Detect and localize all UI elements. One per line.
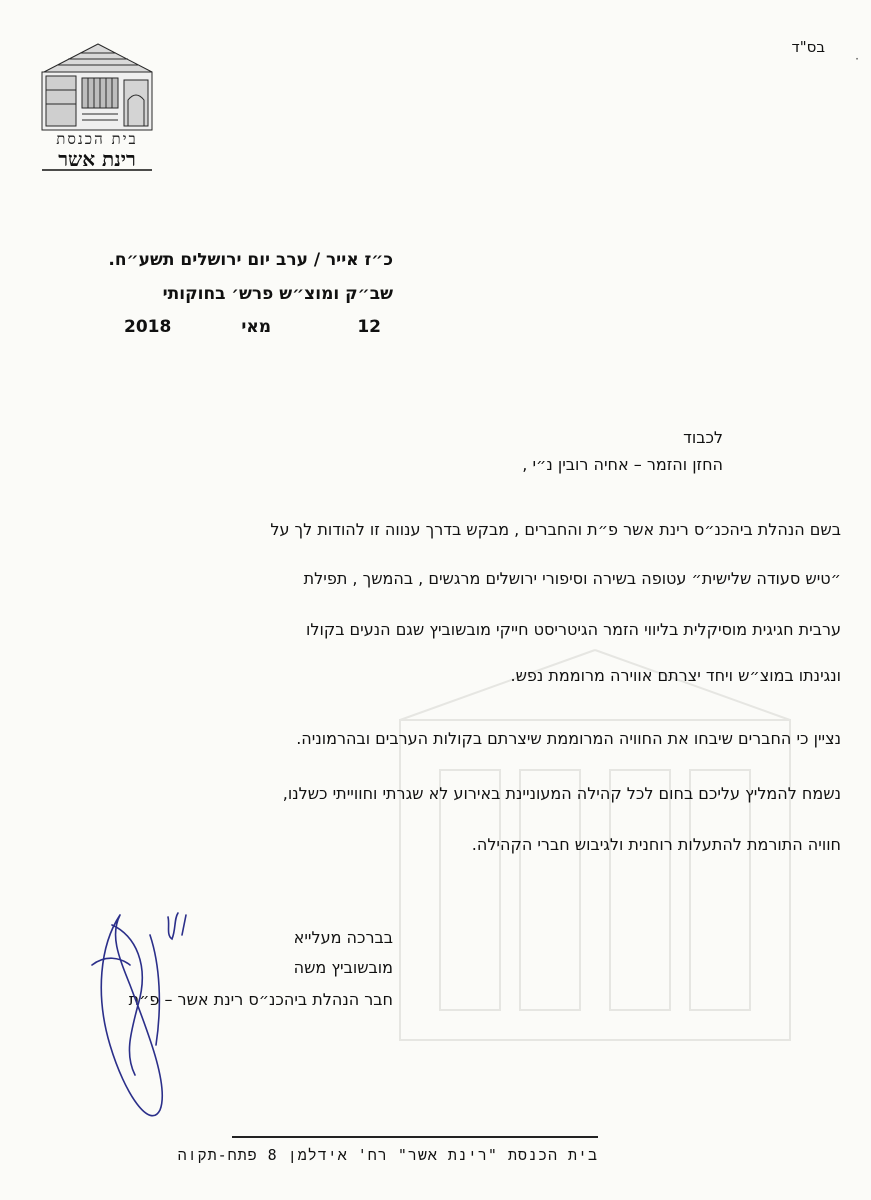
logo-line1: בית הכנסת bbox=[56, 130, 138, 148]
addressee-to: לכבוד bbox=[683, 428, 723, 447]
date-day: 12 bbox=[357, 317, 381, 337]
body-line-6: נשמח להמליץ עליכם בחום לכל קהילה המעוניינת באירוע לא שגרתי וחווייתי כשלנו, bbox=[282, 784, 841, 803]
closing-name: מובשוביץ משה bbox=[293, 958, 393, 977]
logo-line2: רינת אשר bbox=[58, 147, 136, 171]
body-line-5: נציין כי החברים שיבחו את החוויה המרוממת שיצרתם בקולות הערבים ובהרמוניה. bbox=[296, 729, 841, 748]
synagogue-logo bbox=[38, 40, 156, 174]
date-year: 2018 bbox=[124, 317, 172, 337]
bsd-mark: בס"ד bbox=[791, 38, 825, 56]
body-line-7: חוויה התורמת להתעלות רוחנית ולגיבוש חברי הקהילה. bbox=[471, 835, 841, 854]
hebrew-date: כ״ז אייר / ערב יום ירושלים תשע״ח. bbox=[108, 250, 393, 270]
body-line-2: ״טיש סעודה שלישית״ עטופה בשירה וסיפורי ירושלים מרגשים , בהמשך , תפילת bbox=[303, 569, 841, 588]
closing-title: חבר הנהלת ביהכנ״ס רינת אשר – פ״ת bbox=[128, 990, 393, 1009]
body-line-3: ערבית חגיגית מוסיקלית בליווי הזמר הגיטריסט חייקי מובשוביץ שגם הנעים בקולו bbox=[306, 620, 841, 639]
scan-dot: · bbox=[855, 52, 859, 66]
body-line-4: ונגינתו במוצ״ש ויחד יצרתם אווירה מרוממת נפש. bbox=[510, 666, 841, 685]
addressee-name: החזן והזמר – אחיה רובין נ״י , bbox=[522, 455, 723, 474]
body-line-1: בשם הנהלת ביהכנ״ס רינת אשר פ״ת והחברים , מבקש בדרך ענווה זו להודות לך על bbox=[270, 520, 841, 539]
date-month: מאי bbox=[241, 317, 271, 337]
parasha-line: שב״ק ומוצ״ש פרש׳ בחוקותי bbox=[162, 284, 393, 304]
footer-rule bbox=[232, 1136, 598, 1138]
footer-address: בית הכנסת "רינת אשר" רח' אידלמן 8 פתח-תקוה bbox=[177, 1146, 598, 1164]
closing-greeting: בברכה מעלייא bbox=[293, 928, 393, 947]
handwritten-signature bbox=[90, 905, 210, 1135]
